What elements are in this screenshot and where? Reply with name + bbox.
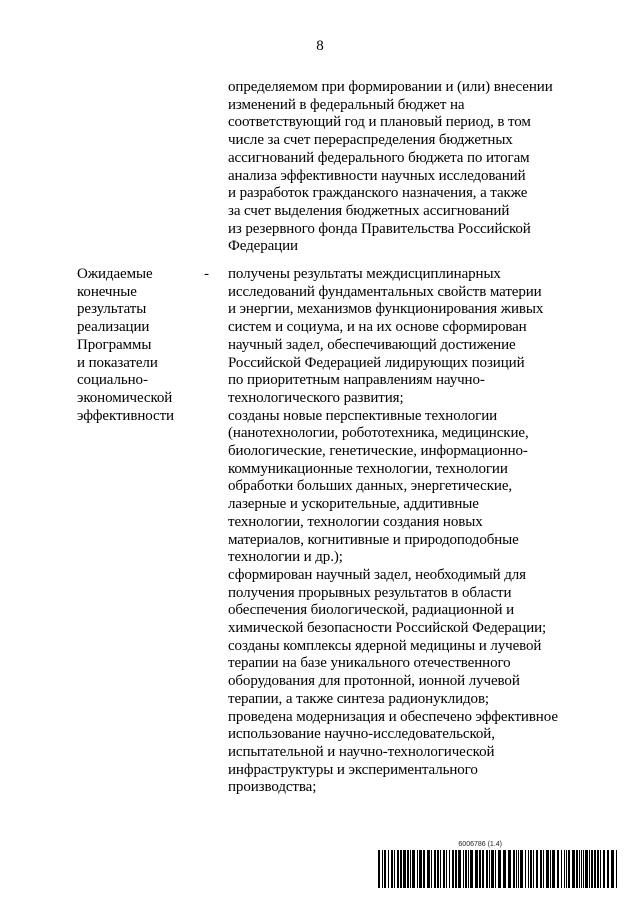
text-line: технологии и др.); <box>228 549 343 566</box>
barcode-code: 6006786 (1.4) <box>458 841 502 848</box>
label-line: Программы <box>77 336 152 353</box>
text-line: обеспечения биологической, радиационной и <box>228 602 515 619</box>
text-line: (нанотехнологии, робототехника, медицинские, <box>228 425 529 442</box>
text-line: соответствующий год и плановый период, в том <box>228 114 531 131</box>
text-line: коммуникационные технологии, технологии <box>228 460 508 477</box>
text-line: систем и социума, и на их основе сформирован <box>228 319 527 336</box>
text-line: производства; <box>228 779 317 796</box>
label-line: реализации <box>77 319 150 336</box>
label-line: экономической <box>77 389 173 406</box>
text-line: оборудования для протонной, ионной лучевой <box>228 673 520 690</box>
text-line: технологического развития; <box>228 389 404 406</box>
text-line: и разработок гражданского назначения, а также <box>228 185 528 202</box>
text-line: из резервного фонда Правительства Российской <box>228 220 531 237</box>
text-line: созданы новые перспективные технологии <box>228 407 498 424</box>
text-line: химической безопасности Российской Федерации; <box>228 620 547 637</box>
text-line: анализа эффективности научных исследований <box>228 167 526 184</box>
dash-text: - <box>204 266 209 282</box>
text-line: изменений в федеральный бюджет на <box>228 96 465 113</box>
section-label <box>77 266 192 425</box>
text-line: использование научно-исследовательской, <box>228 726 495 743</box>
text-line: инфраструктуры и экспериментального <box>228 761 478 778</box>
document-barcode-block <box>378 840 620 888</box>
text-line: проведена модернизация и обеспечено эффективное <box>228 708 558 725</box>
text-line: получения прорывных результатов в области <box>228 584 512 601</box>
text-line: по приоритетным направлениям научно- <box>228 372 485 389</box>
label-line: Ожидаемые <box>77 266 153 282</box>
text-line: ассигнований федерального бюджета по итогам <box>228 149 530 166</box>
label-line: и показатели <box>77 354 158 371</box>
text-line: терапии на базе уникального отечественного <box>228 655 511 672</box>
text-line: терапии, а также синтеза радионуклидов; <box>228 690 489 707</box>
text-line: за счет выделения бюджетных ассигнований <box>228 202 510 219</box>
text-line: биологические, генетические, информационно- <box>228 443 528 460</box>
label-line: эффективности <box>77 407 174 424</box>
page-number: 8 <box>316 38 324 54</box>
label-line: социально- <box>77 372 148 389</box>
text-line: определяемом при формировании и (или) внесении <box>228 79 553 95</box>
text-line: сформирован научный задел, необходимый для <box>228 566 526 583</box>
text-line: исследований фундаментальных свойств материи <box>228 283 542 300</box>
label-line: конечные <box>77 283 137 300</box>
text-line: научный задел, обеспечивающий достижение <box>228 336 516 353</box>
text-line: Федерации <box>228 238 298 255</box>
label-line: результаты <box>77 301 147 318</box>
section-content <box>228 266 628 797</box>
text-line: лазерные и ускорительные, аддитивные <box>228 496 479 513</box>
text-line: созданы комплексы ядерной медицины и лучевой <box>228 637 542 654</box>
continuation-paragraph <box>228 79 628 256</box>
text-line: Российской Федерацией лидирующих позиций <box>228 354 525 371</box>
text-line: и энергии, механизмов функционирования живых <box>228 301 544 318</box>
text-line: материалов, когнитивные и природоподобные <box>228 531 519 548</box>
text-line: получены результаты междисциплинарных <box>228 266 501 282</box>
separator-dash <box>204 266 209 284</box>
text-line: испытательной и научно-технологической <box>228 743 495 760</box>
barcode-icon <box>378 850 620 888</box>
text-line: числе за счет перераспределения бюджетных <box>228 132 513 149</box>
text-line: технологии, технологии создания новых <box>228 513 483 530</box>
text-line: обработки больших данных, энергетические, <box>228 478 513 495</box>
